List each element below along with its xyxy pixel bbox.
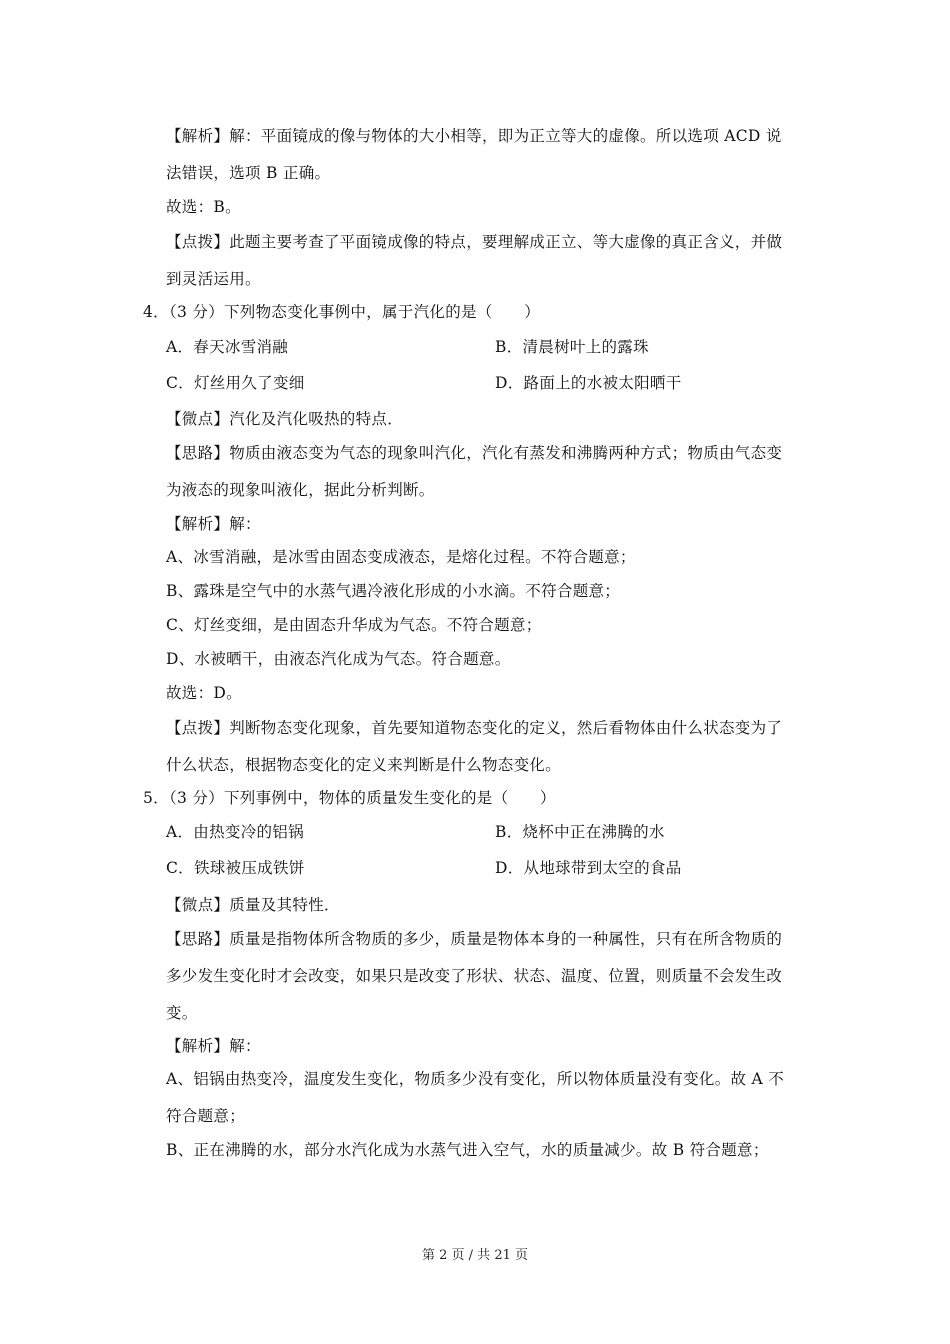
q3-analysis-line-1: 【解析】解：平面镜成的像与物体的大小相等，即为正立等大的虚像。所以选项 ACD 说 [166,127,782,145]
page-footer: 第 2 页 / 共 21 页 [422,1248,528,1263]
q5-stem: 5．（3 分）下列事例中，物体的质量发生变化的是（ ） [143,789,556,807]
q4-option-a: A．春天冰雪消融 [166,338,289,356]
q5-option-c: C．铁球被压成铁饼 [166,859,305,877]
q4-idea-line-2: 为液态的现象叫液化，据此分析判断。 [166,481,435,499]
q3-answer: 故选：B。 [166,198,241,216]
q4-option-d: D．路面上的水被太阳晒干 [495,374,682,392]
q4-analysis-c: C、灯丝变细，是由固态升华成为气态。不符合题意； [166,616,542,634]
q4-answer: 故选：D。 [166,684,242,702]
q5-idea-line-3: 变。 [166,1004,198,1022]
q4-analysis-d: D、水被晒干，由液态汽化成为气态。符合题意。 [166,650,511,668]
q3-tip-line-1: 【点拨】此题主要考查了平面镜成像的特点，要理解成正立、等大虚像的真正含义，并做 [166,233,783,251]
q4-option-b: B．清晨树叶上的露珠 [495,338,649,356]
q4-option-c: C．灯丝用久了变细 [166,374,305,392]
q5-analysis-head: 【解析】解： [166,1037,261,1055]
q5-option-a: A．由热变冷的铝锅 [166,823,304,841]
q3-tip-line-2: 到灵活运用。 [166,270,261,288]
q5-idea-line-1: 【思路】质量是指物体所含物质的多少，质量是物体本身的一种属性，只有在所含物质的 [166,930,783,948]
q4-idea-line-1: 【思路】物质由液态变为气态的现象叫汽化，汽化有蒸发和沸腾两种方式；物质由气态变 [166,444,783,462]
q5-option-b: B．烧杯中正在沸腾的水 [495,823,665,841]
q4-tip-line-1: 【点拨】判断物态变化现象，首先要知道物态变化的定义，然后看物体由什么状态变为了 [166,719,783,737]
q5-option-d: D．从地球带到太空的食品 [495,859,682,877]
q3-analysis-line-2: 法错误，选项 B 正确。 [166,164,331,182]
q4-stem: 4．（3 分）下列物态变化事例中，属于汽化的是（ ） [143,303,541,321]
q4-analysis-b: B、露珠是空气中的水蒸气遇冷液化形成的小水滴。不符合题意； [166,582,621,600]
q5-analysis-a-line-2: 符合题意； [166,1107,246,1125]
q4-point: 【微点】汽化及汽化吸热的特点． [166,410,404,428]
q5-analysis-b: B、正在沸腾的水，部分水汽化成为水蒸气进入空气，水的质量减少。故 B 符合题意； [166,1141,769,1159]
q5-idea-line-2: 多少发生变化时才会改变，如果只是改变了形状、状态、温度、位置，则质量不会发生改 [166,967,783,985]
q5-point: 【微点】质量及其特性． [166,896,340,914]
q4-tip-line-2: 什么状态，根据物态变化的定义来判断是什么物态变化。 [166,756,562,774]
q4-analysis-a: A、冰雪消融，是冰雪由固态变成液态，是熔化过程。不符合题意； [166,548,636,566]
q4-analysis-head: 【解析】解： [166,515,261,533]
q5-analysis-a-line-1: A、铝锅由热变冷，温度发生变化，物质多少没有变化，所以物体质量没有变化。故 A 不 [166,1070,785,1088]
